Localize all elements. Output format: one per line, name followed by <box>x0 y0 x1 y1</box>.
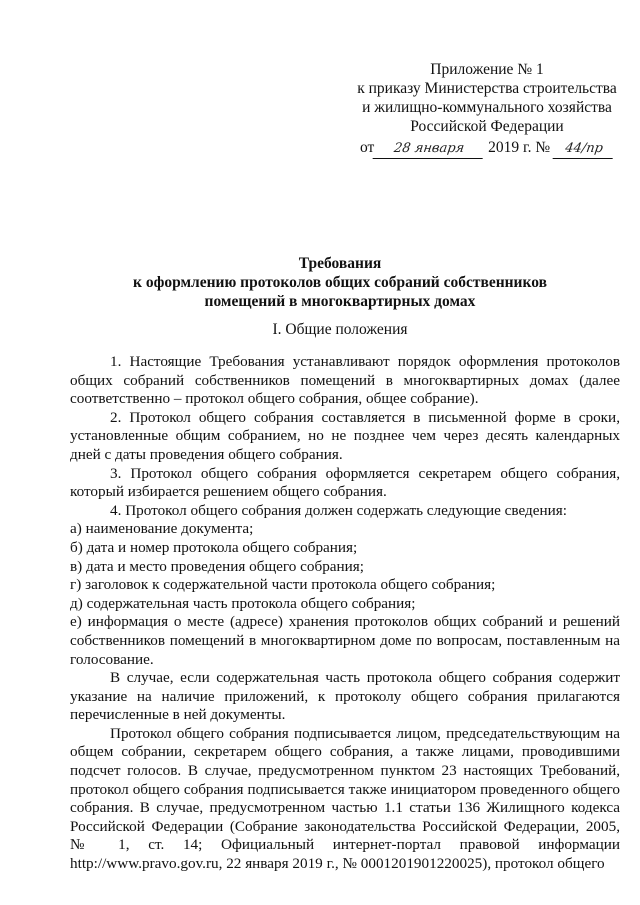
paragraph-2: 2. Протокол общего собрания составляется в письменной форме в сроки, установленные общим собранием, но не позднее чем через десять календарных дней с даты проведения общего собрания. <box>70 408 620 463</box>
title-line-3: помещений в многоквартирных домах <box>204 293 476 310</box>
annex-country-line: Российской Федерации <box>410 118 564 135</box>
handwritten-date: 28 января <box>373 139 486 159</box>
date-prefix: от <box>359 139 375 156</box>
list-item-g: г) заголовок к содержательной части протокола общего собрания; <box>70 576 496 594</box>
paragraph-1: 1. Настоящие Требования устанавливают порядок оформления протоколов общих собраний собственников помещений в многоквартирных домах (далее соответственно – протокол общего собрания, общее собрание). <box>70 353 620 408</box>
annex-header <box>352 60 622 159</box>
list-item-e: е) информация о месте (адресе) хранения протоколов общих собраний и решений собственников помещений в многоквартирном доме по вопросам, поставленным на голосование. <box>70 613 620 668</box>
document-body <box>70 353 620 874</box>
paragraph-3: 3. Протокол общего собрания оформляется секретарем общего собрания, который избирается решением общего собрания. <box>70 464 620 501</box>
title-line-2: к оформлению протоколов общих собраний собственников <box>133 274 547 291</box>
annex-title: Приложение № 1 <box>430 61 544 78</box>
document-title <box>60 254 620 311</box>
list-item-a: а) наименование документа; <box>70 520 254 538</box>
annex-ministry-line: и жилищно-коммунального хозяйства <box>362 99 612 116</box>
list-item-d: д) содержательная часть протокола общего собрания; <box>70 594 416 612</box>
list-item-b: б) дата и номер протокола общего собрания; <box>70 538 358 556</box>
section-heading: I. Общие положения <box>272 321 408 338</box>
annex-order-line: к приказу Министерства строительства <box>357 80 617 97</box>
handwritten-order-number: 44/пр <box>553 139 616 159</box>
paragraph-attachments: В случае, если содержательная часть протокола общего собрания содержит указание на наличие приложений, к протоколу общего собрания прилагаются перечисленные в ней документы. <box>70 669 620 724</box>
annex-date-line <box>352 138 622 159</box>
paragraph-signatures: Протокол общего собрания подписывается лицом, председательствующим на общем собрании, секретарем общего собрания, а также лицами, проводившими подсчет голосов. В случае, предусмотренном пунктом 23 настоящих Требований, протокол общего собрания подписывается также инициатором проведенного общего собрания. В случае, предусмотренном частью 1.1 статьи 136 Жилищного кодекса Российской Федерации (Собрание законодательства Российской Федерации, 2005, № 1, ст. 14; Официальный интернет-портал правовой информации http://www.pravo.gov.ru, 22 января 2019 г., № 0001201901220025), протокол общего <box>70 724 620 873</box>
year-text: 2019 г. № <box>488 139 551 156</box>
list-item-v: в) дата и место проведения общего собрания; <box>70 557 364 575</box>
paragraph-4: 4. Протокол общего собрания должен содержать следующие сведения: <box>110 501 567 519</box>
title-line-1: Требования <box>298 255 382 272</box>
